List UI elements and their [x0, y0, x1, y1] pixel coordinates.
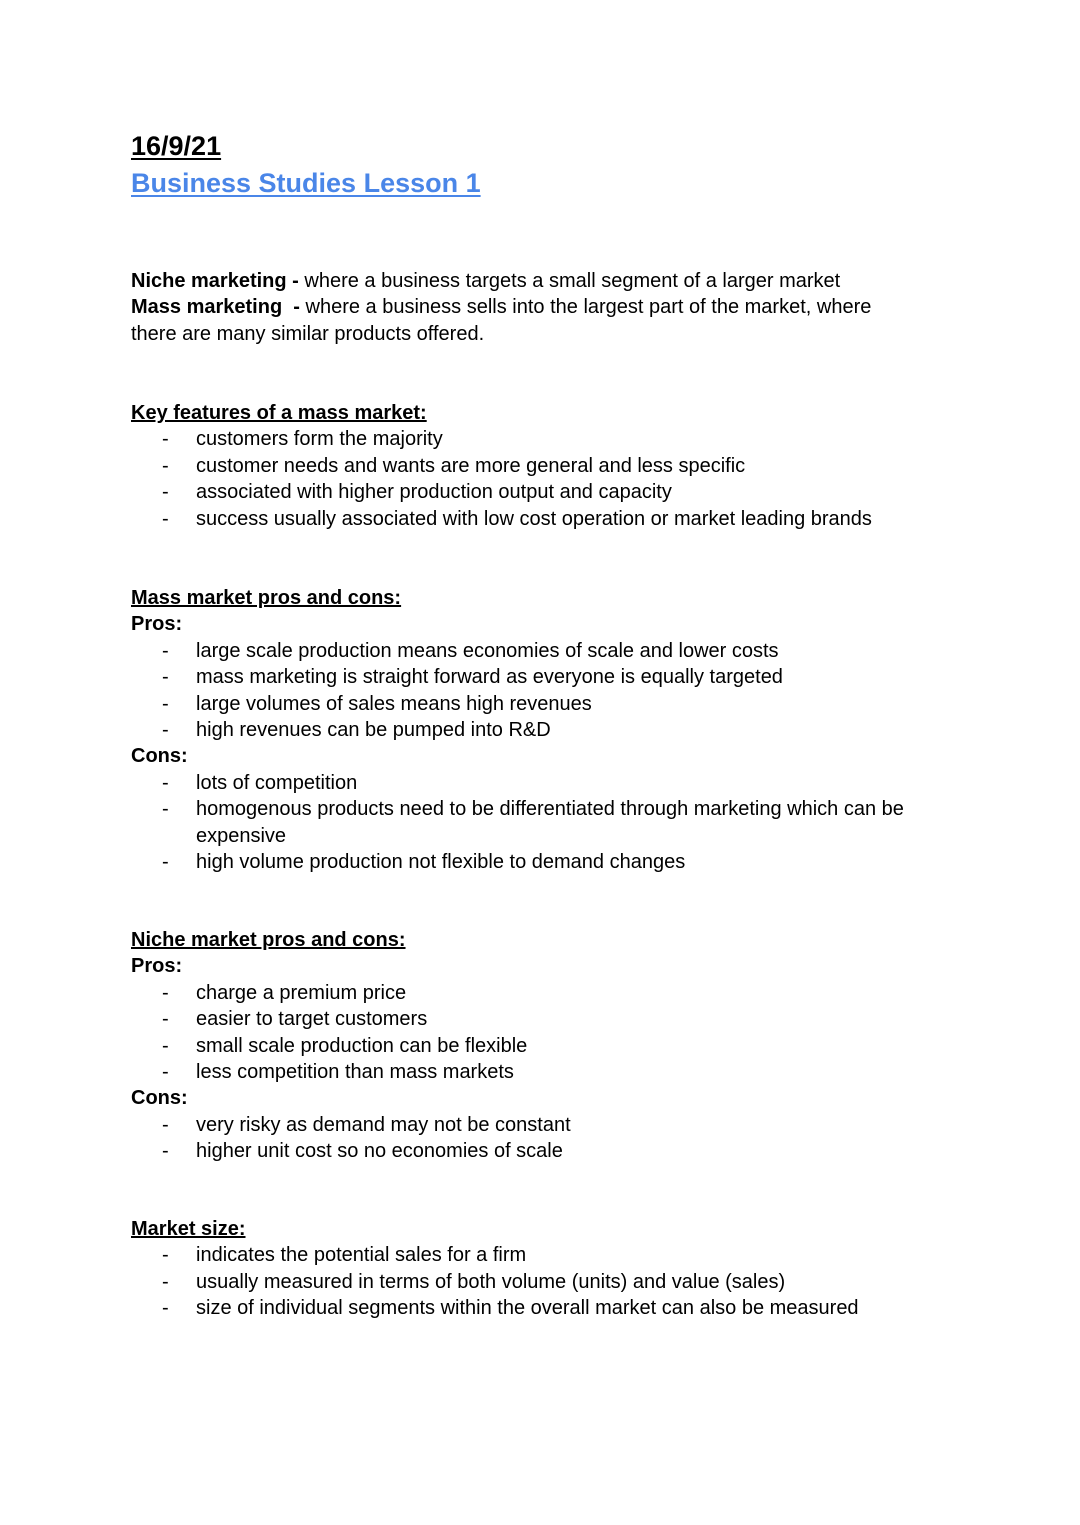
list-item: - customers form the majority [131, 426, 931, 452]
definitions [131, 268, 931, 347]
pros-label: Pros: [131, 955, 183, 978]
list-item: - higher unit cost so no economies of scale [131, 1138, 931, 1164]
list-item: - less competition than mass markets [131, 1059, 931, 1085]
cons-label: Cons: [131, 1087, 188, 1110]
niche-pros-list [131, 980, 931, 1086]
list-item: - size of individual segments within the overall market can also be measured [131, 1295, 931, 1321]
list-item: - very risky as demand may not be constant [131, 1112, 931, 1138]
definition-text: where a business targets a small segment of a larger market [298, 270, 841, 292]
list-item: - homogenous products need to be differentiated through marketing which can be expensive [131, 796, 916, 849]
niche-market-section [131, 927, 931, 1165]
section-heading: Mass market pros and cons: [131, 587, 402, 609]
section-heading: Key features of a mass market: [131, 402, 427, 424]
lesson-title: Business Studies Lesson 1 [131, 168, 481, 198]
list-item: - charge a premium price [131, 980, 931, 1006]
mass-market-section [131, 585, 931, 875]
market-size-list [131, 1242, 931, 1321]
lesson-date: 16/9/21 [131, 131, 222, 161]
list-item: - associated with higher production output and capacity [131, 479, 931, 505]
definition-mass [131, 294, 891, 347]
list-item: - lots of competition [131, 770, 931, 796]
list-item: - high volume production not flexible to demand changes [131, 849, 931, 875]
definition-term: Mass marketing - [131, 296, 300, 319]
list-item: - usually measured in terms of both volume (units) and value (sales) [131, 1269, 931, 1295]
market-size-section [131, 1216, 931, 1322]
list-item: - customer needs and wants are more general and less specific [131, 453, 931, 479]
list-item: - indicates the potential sales for a firm [131, 1242, 931, 1268]
list-item: - large volumes of sales means high revenues [131, 691, 931, 717]
niche-cons-list [131, 1112, 931, 1165]
mass-pros-list [131, 638, 931, 744]
section-heading: Market size: [131, 1218, 246, 1240]
list-item: - mass marketing is straight forward as everyone is equally targeted [131, 664, 931, 690]
mass-cons-list [131, 770, 931, 876]
list-item: - success usually associated with low cost operation or market leading brands [131, 506, 931, 532]
definition-niche [131, 268, 931, 294]
list-item: - large scale production means economies of scale and lower costs [131, 638, 931, 664]
definition-term: Niche marketing - [131, 270, 299, 292]
pros-label: Pros: [131, 613, 183, 636]
list-item: - high revenues can be pumped into R&D [131, 717, 931, 743]
definition-text: where a business sells into the largest part of the market, where there are many similar products offered. [131, 296, 872, 345]
cons-label: Cons: [131, 745, 188, 768]
key-features-list [131, 426, 931, 532]
section-heading: Niche market pros and cons: [131, 929, 406, 951]
list-item: - small scale production can be flexible [131, 1033, 931, 1059]
list-item: - easier to target customers [131, 1006, 931, 1032]
key-features-section [131, 400, 931, 532]
